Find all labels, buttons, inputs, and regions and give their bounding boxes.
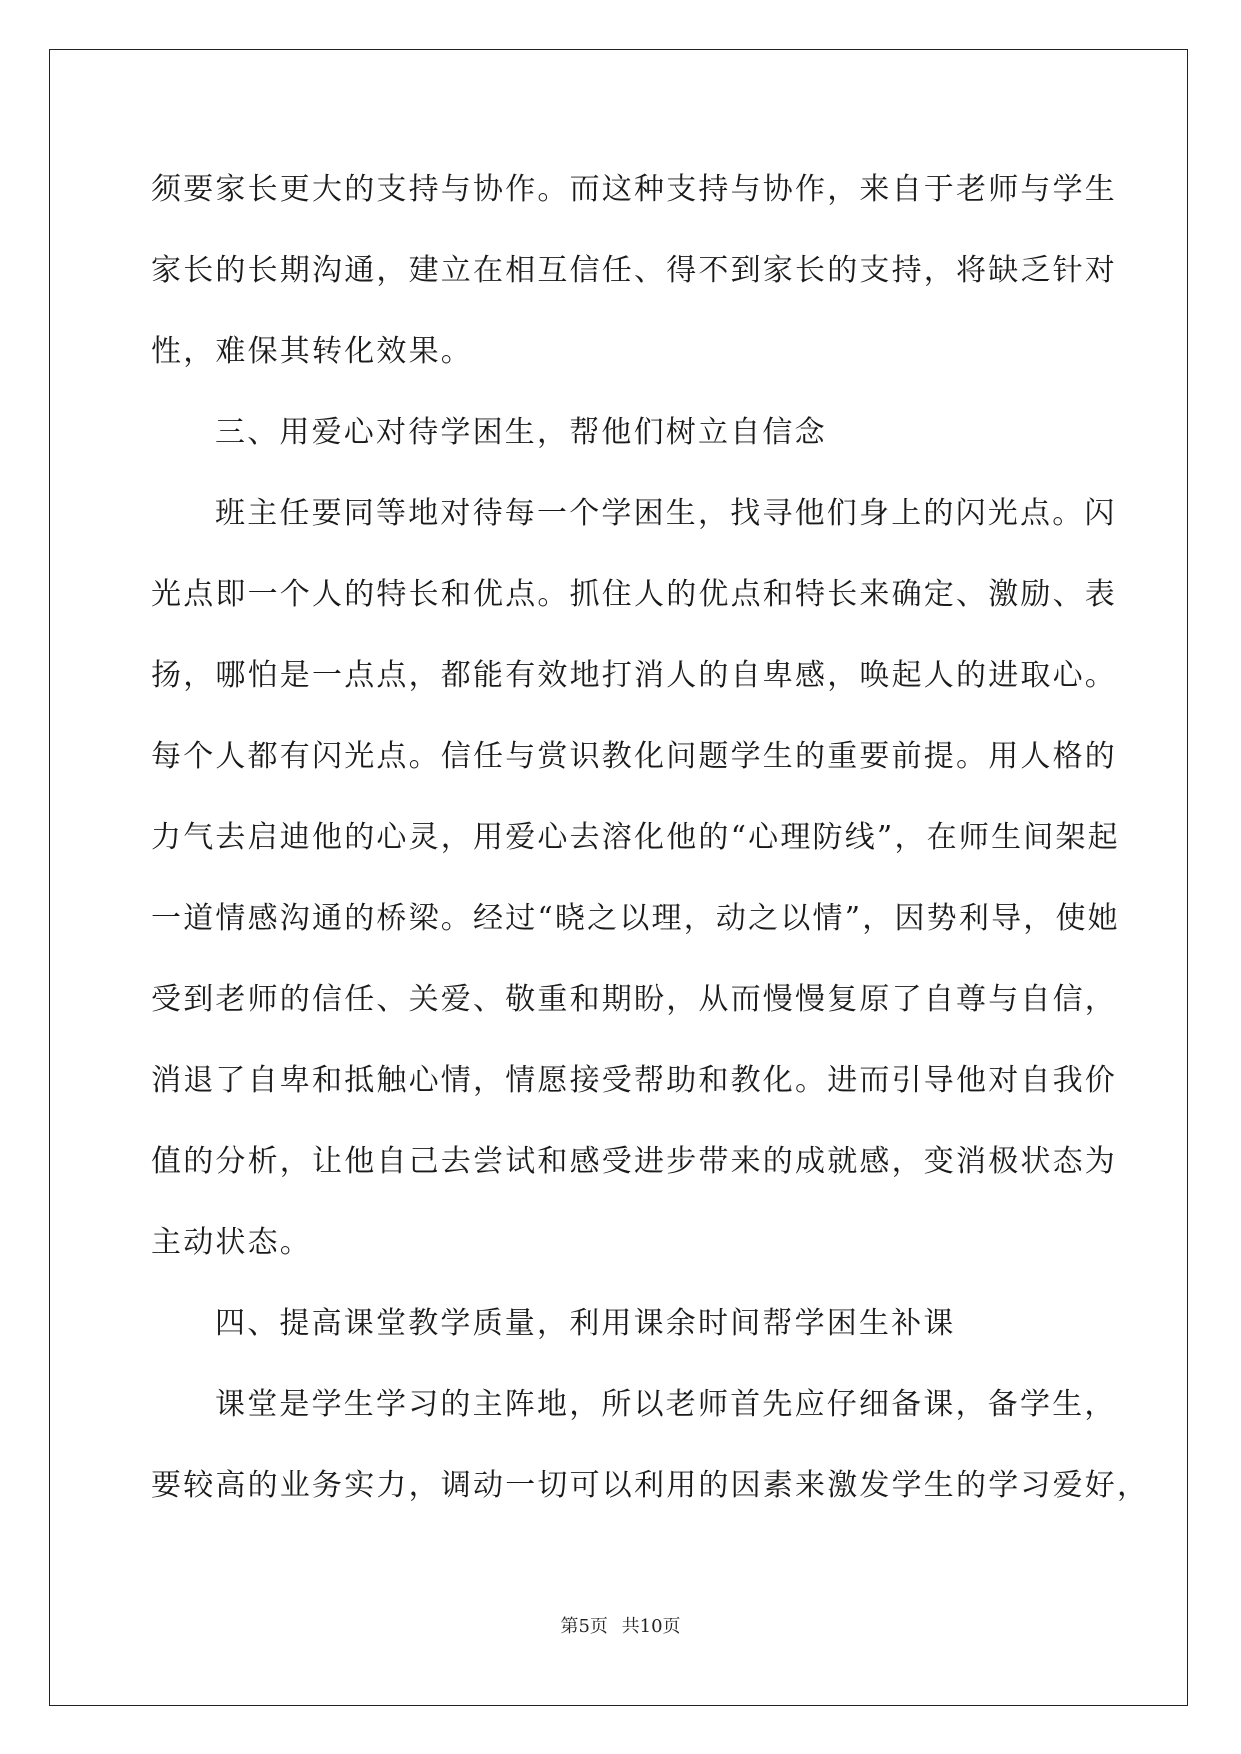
text-line: 每个人都有闪光点。信任与赏识教化问题学生的重要前提。用人格的	[151, 739, 1117, 774]
text-line: 消退了自卑和抵触心情，情愿接受帮助和教化。进而引导他对自我价	[151, 1063, 1117, 1098]
page-footer	[0, 1612, 1241, 1638]
text-line: 值的分析，让他自己去尝试和感受进步带来的成就感，变消极状态为	[151, 1144, 1117, 1179]
text-line: 力气去启迪他的心灵，用爱心去溶化他的“心理防线”，在师生间架起	[151, 820, 1120, 855]
section-heading: 四、提高课堂教学质量，利用课余时间帮学困生补课	[215, 1306, 956, 1341]
text-line: 班主任要同等地对待每一个学困生，找寻他们身上的闪光点。闪	[215, 496, 1117, 531]
text-line: 课堂是学生学习的主阵地，所以老师首先应仔细备课，备学生，	[215, 1387, 1117, 1422]
text-line: 一道情感沟通的桥梁。经过“晓之以理，动之以情”，因势利导，使她	[151, 901, 1120, 936]
section-heading: 三、用爱心对待学困生，帮他们树立自信念	[215, 415, 827, 450]
page-total: 共10页	[621, 1616, 681, 1637]
text-line: 光点即一个人的特长和优点。抓住人的优点和特长来确定、激励、表	[151, 577, 1117, 612]
text-line: 受到老师的信任、关爱、敬重和期盼，从而慢慢复原了自尊与自信，	[151, 982, 1117, 1017]
text-line: 家长的长期沟通，建立在相互信任、得不到家长的支持，将缺乏针对	[151, 253, 1117, 288]
text-line: 要较高的业务实力，调动一切可以利用的因素来激发学生的学习爱好，	[151, 1468, 1150, 1503]
text-line: 性，难保其转化效果。	[151, 334, 473, 369]
document-body	[151, 160, 1150, 1537]
text-line: 扬，哪怕是一点点，都能有效地打消人的自卑感，唤起人的进取心。	[151, 658, 1117, 693]
text-line: 须要家长更大的支持与协作。而这种支持与协作，来自于老师与学生	[151, 172, 1117, 207]
page-number: 第5页	[560, 1616, 608, 1637]
text-line: 主动状态。	[151, 1225, 312, 1260]
